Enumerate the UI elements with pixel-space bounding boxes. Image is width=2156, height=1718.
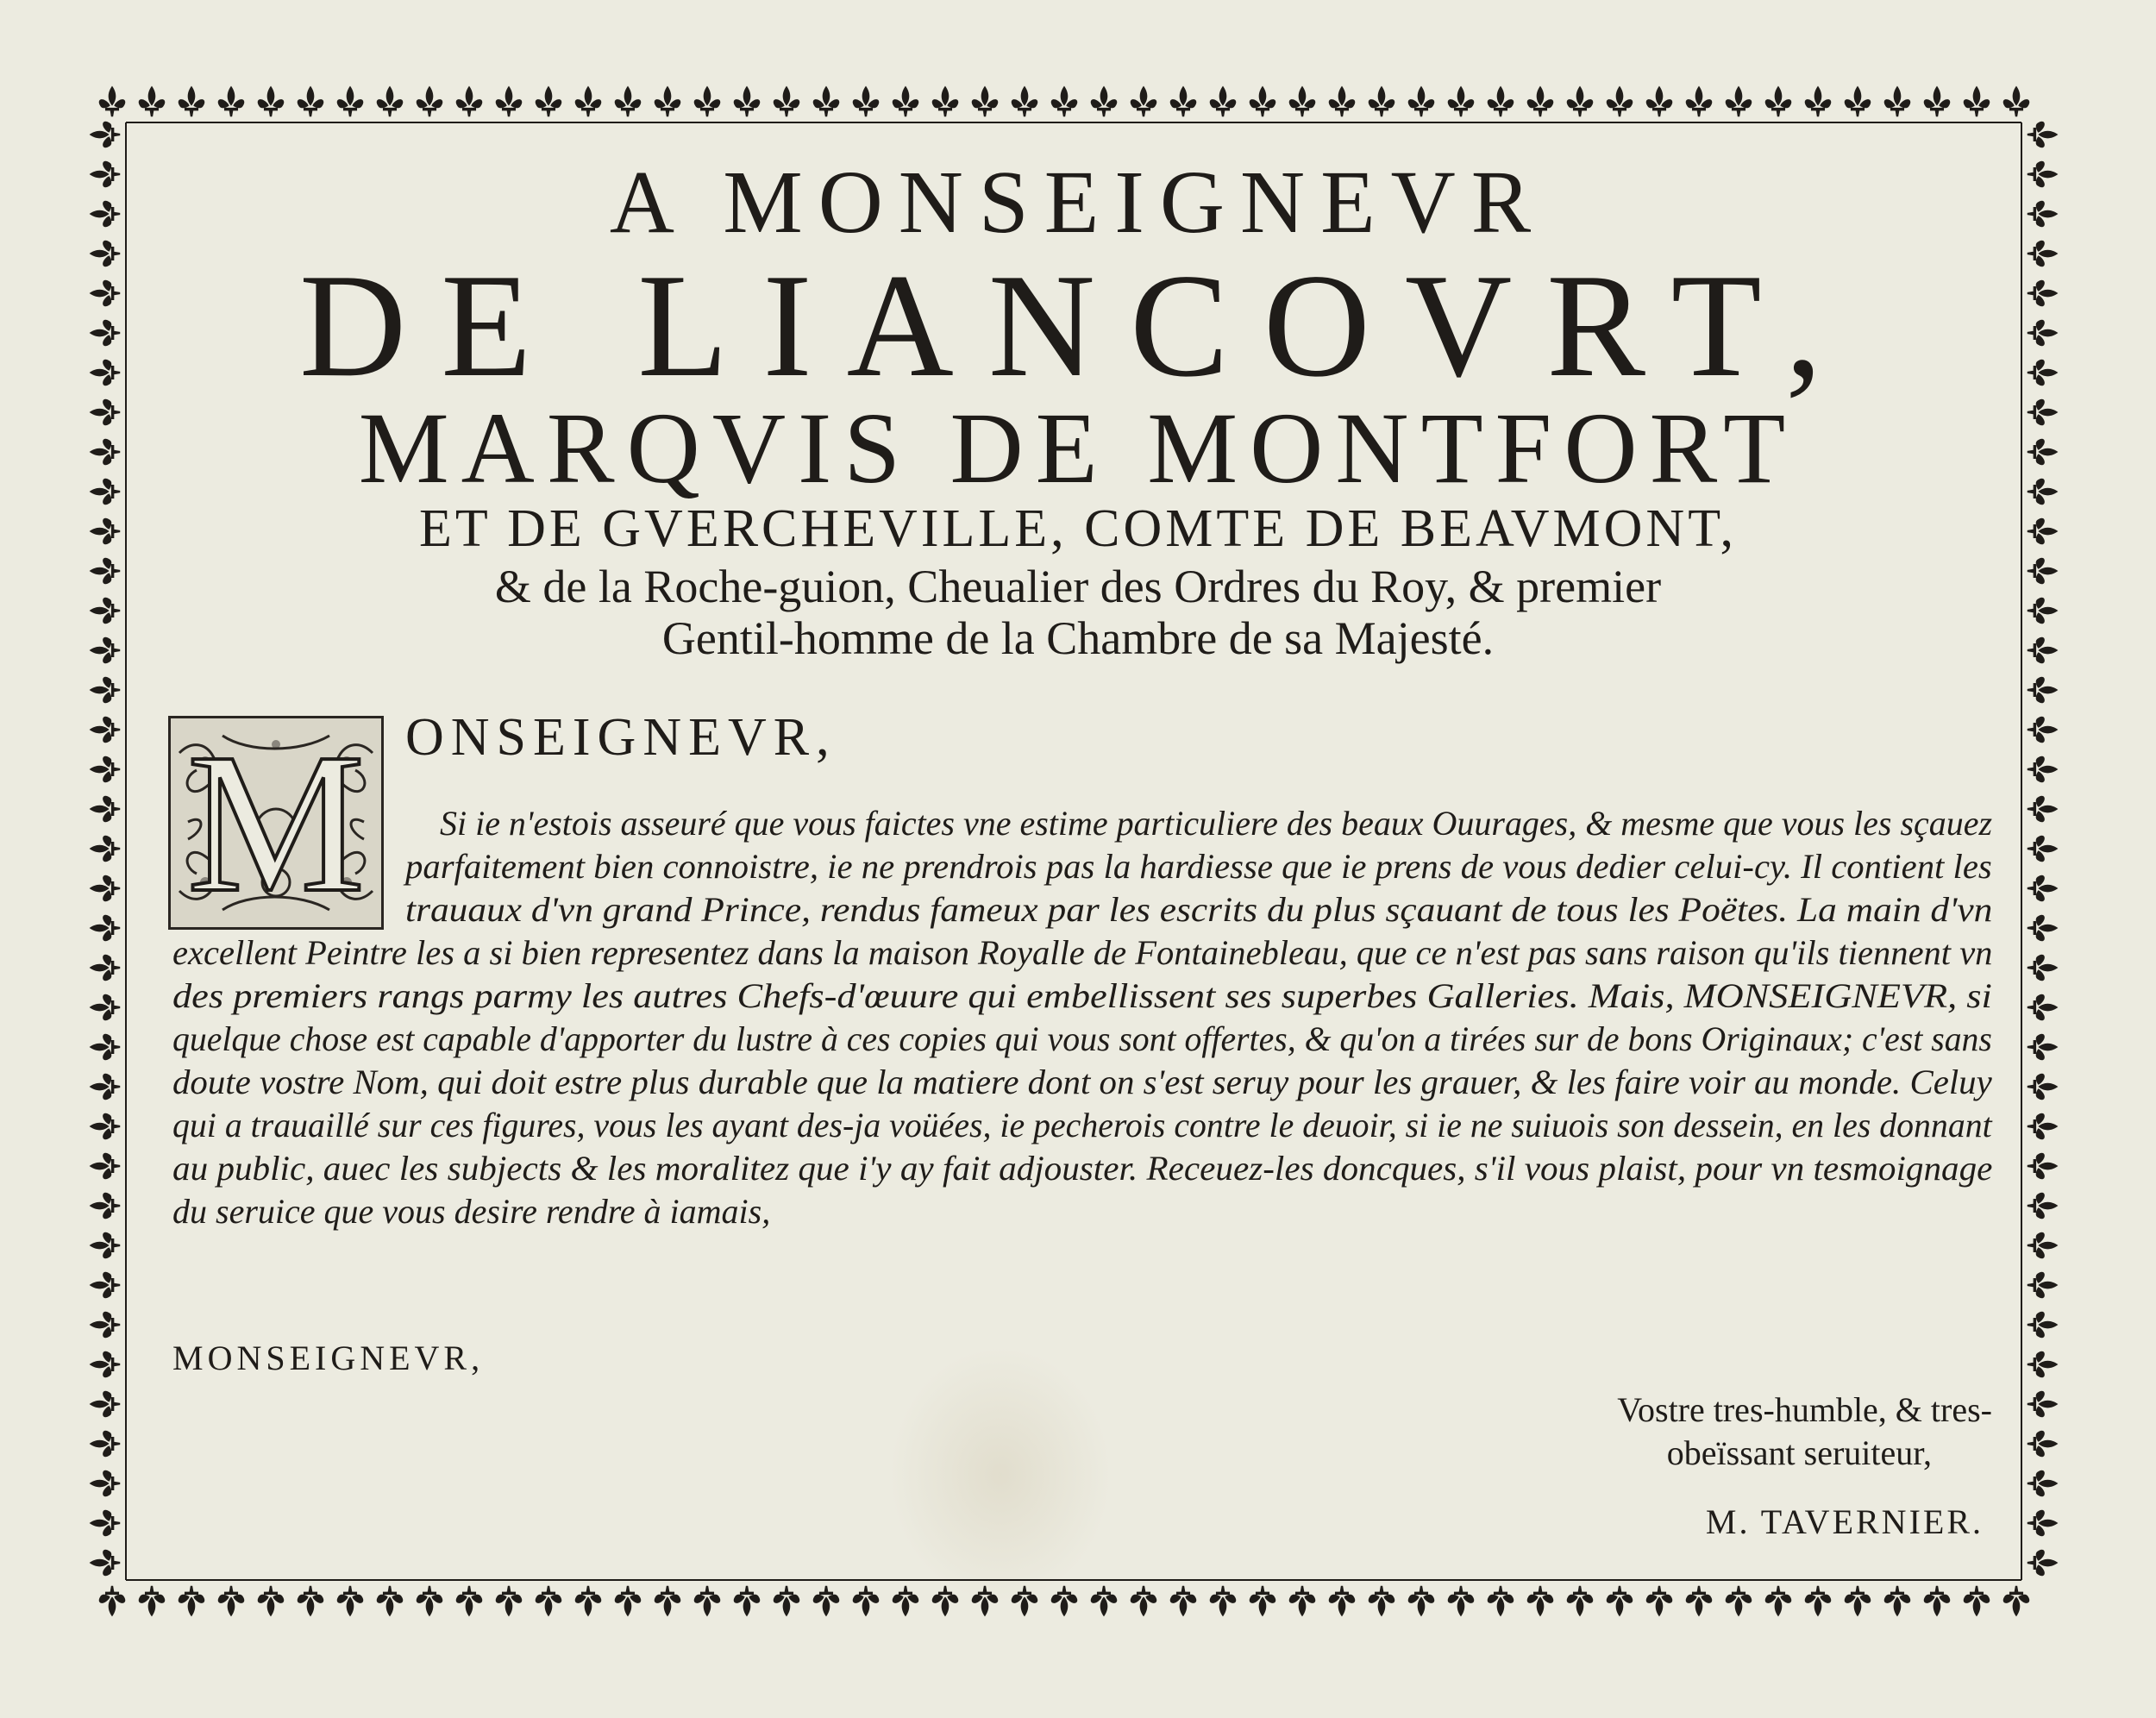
fleur-de-lis-icon bbox=[2028, 280, 2059, 307]
fleur-de-lis-icon bbox=[298, 86, 324, 117]
fleur-de-lis-icon bbox=[2028, 915, 2059, 942]
fleur-de-lis-icon bbox=[1131, 86, 1157, 117]
fleur-de-lis-icon bbox=[2003, 1586, 2030, 1617]
fleur-de-lis-icon bbox=[1726, 86, 1752, 117]
fleur-de-lis-icon bbox=[655, 86, 681, 117]
fleur-de-lis-icon bbox=[2028, 1153, 2059, 1180]
fleur-de-lis-icon bbox=[99, 86, 126, 117]
fleur-de-lis-icon bbox=[179, 86, 205, 117]
fleur-de-lis-icon bbox=[2028, 201, 2059, 228]
fleur-de-lis-icon bbox=[90, 161, 121, 188]
fleur-de-lis-icon bbox=[1289, 1586, 1316, 1617]
fleur-de-lis-icon bbox=[2028, 320, 2059, 347]
fleur-de-lis-icon bbox=[2028, 241, 2059, 267]
fleur-de-lis-icon bbox=[2028, 1470, 2059, 1497]
fleur-de-lis-icon bbox=[1051, 86, 1078, 117]
fleur-de-lis-icon bbox=[90, 360, 121, 386]
fleur-de-lis-icon bbox=[90, 1470, 121, 1497]
fleur-de-lis-icon bbox=[99, 1586, 126, 1617]
fleur-de-lis-icon bbox=[2028, 1113, 2059, 1140]
heading-line-3: MARQVIS DE MONTFORT bbox=[358, 392, 1798, 505]
fleur-de-lis-icon bbox=[90, 122, 121, 148]
fleur-de-lis-icon bbox=[90, 1351, 121, 1378]
fleur-de-lis-icon bbox=[2028, 1351, 2059, 1378]
fleur-de-lis-icon bbox=[774, 86, 800, 117]
fleur-de-lis-icon bbox=[90, 1510, 121, 1537]
fleur-de-lis-icon bbox=[2028, 122, 2059, 148]
fleur-de-lis-icon bbox=[456, 86, 483, 117]
fleur-de-lis-icon bbox=[90, 1034, 121, 1061]
letter-body-line: qui a trauaillé sur ces figures, vous les ayant des-ja voüées, ie pecherois contre le deuoir, si ie ne suiuois son dessein, en les donnant bbox=[172, 1106, 1992, 1144]
fleur-de-lis-icon bbox=[2028, 161, 2059, 188]
fleur-de-lis-icon bbox=[615, 1586, 642, 1617]
fleur-de-lis-icon bbox=[2028, 360, 2059, 386]
fleur-de-lis-icon bbox=[1289, 86, 1316, 117]
fleur-de-lis-icon bbox=[90, 1232, 121, 1259]
letter-body-line: trauaux d'vn grand Prince, rendus fameux par les escrits du plus sçauant de tous les Poëtes. La main d'vn bbox=[405, 890, 1993, 929]
fleur-de-lis-icon bbox=[853, 86, 880, 117]
fleur-de-lis-icon bbox=[337, 1586, 364, 1617]
fleur-de-lis-icon bbox=[774, 1586, 800, 1617]
fleur-de-lis-icon bbox=[1170, 86, 1197, 117]
fleur-de-lis-icon bbox=[1765, 1586, 1792, 1617]
signature-name: M. TAVERNIER. bbox=[1705, 1502, 1984, 1541]
fleur-de-lis-icon bbox=[179, 1586, 205, 1617]
fleur-de-lis-icon bbox=[2028, 439, 2059, 466]
fleur-de-lis-icon bbox=[2028, 1272, 2059, 1299]
fleur-de-lis-icon bbox=[90, 955, 121, 981]
fleur-de-lis-icon bbox=[615, 86, 642, 117]
fleur-de-lis-icon bbox=[2028, 518, 2059, 545]
fleur-de-lis-icon bbox=[1845, 1586, 1871, 1617]
fleur-de-lis-icon bbox=[1527, 86, 1554, 117]
fleur-de-lis-icon bbox=[2028, 875, 2059, 902]
fleur-de-lis-icon bbox=[1131, 1586, 1157, 1617]
fleur-de-lis-icon bbox=[1924, 86, 1951, 117]
fleur-de-lis-icon bbox=[1765, 86, 1792, 117]
fleur-de-lis-icon bbox=[2028, 677, 2059, 704]
fleur-de-lis-icon bbox=[90, 558, 121, 585]
fleur-de-lis-icon bbox=[575, 1586, 602, 1617]
fleur-de-lis-icon bbox=[1726, 1586, 1752, 1617]
fleur-de-lis-icon bbox=[1012, 86, 1038, 117]
closing-salutation: MONSEIGNEVR, bbox=[172, 1339, 485, 1377]
fleur-de-lis-icon bbox=[1567, 86, 1594, 117]
fleur-de-lis-icon bbox=[972, 1586, 999, 1617]
fleur-de-lis-icon bbox=[1488, 86, 1514, 117]
fleur-de-lis-icon bbox=[2028, 796, 2059, 823]
fleur-de-lis-icon bbox=[1607, 1586, 1633, 1617]
fleur-de-lis-icon bbox=[1646, 86, 1673, 117]
signature-line-2: obeïssant seruiteur, bbox=[1666, 1433, 1932, 1472]
fleur-de-lis-icon bbox=[1884, 86, 1911, 117]
fleur-de-lis-icon bbox=[1329, 1586, 1356, 1617]
fleur-de-lis-icon bbox=[337, 86, 364, 117]
fleur-de-lis-icon bbox=[1448, 86, 1475, 117]
fleur-de-lis-icon bbox=[1369, 1586, 1395, 1617]
fleur-de-lis-icon bbox=[893, 1586, 919, 1617]
fleur-de-lis-icon bbox=[1924, 1586, 1951, 1617]
fleur-de-lis-icon bbox=[1012, 1586, 1038, 1617]
fleur-de-lis-icon bbox=[1686, 1586, 1713, 1617]
fleur-de-lis-icon bbox=[258, 86, 285, 117]
letter-body-line: du seruice que vous desire rendre à iamais, bbox=[172, 1192, 771, 1231]
fleur-de-lis-icon bbox=[90, 1272, 121, 1299]
fleur-de-lis-icon bbox=[1884, 1586, 1911, 1617]
letter-body-line: au public, auec les subjects & les moralitez que i'y ay fait adjouster. Receuez-les doncques, s'il vous plaist, pour vn tesmoignage bbox=[172, 1149, 1993, 1188]
fleur-de-lis-icon bbox=[2028, 994, 2059, 1021]
fleur-de-lis-icon bbox=[1527, 1586, 1554, 1617]
fleur-de-lis-icon bbox=[2028, 1232, 2059, 1259]
fleur-de-lis-icon bbox=[536, 86, 562, 117]
fleur-de-lis-icon bbox=[694, 1586, 721, 1617]
fleur-de-lis-icon bbox=[1408, 86, 1435, 117]
fleur-de-lis-icon bbox=[139, 86, 166, 117]
letter-body-line: quelque chose est capable d'apporter du lustre à ces copies qui vous sont offertes, & qu'on a tirées sur de bons Originaux; c'est sans bbox=[172, 1019, 1992, 1058]
letter-body-line: Si ie n'estois asseuré que vous faictes vne estime particuliere des beaux Ouurages, & mesme que vous les sçauez bbox=[440, 804, 1993, 843]
fleur-de-lis-icon bbox=[2028, 1391, 2059, 1418]
fleur-de-lis-icon bbox=[90, 756, 121, 783]
fleur-de-lis-icon bbox=[90, 875, 121, 902]
fleur-de-lis-icon bbox=[90, 439, 121, 466]
fleur-de-lis-icon bbox=[2028, 1431, 2059, 1458]
fleur-de-lis-icon bbox=[90, 518, 121, 545]
fleur-de-lis-icon bbox=[90, 1391, 121, 1418]
fleur-de-lis-icon bbox=[298, 1586, 324, 1617]
fleur-de-lis-icon bbox=[218, 86, 245, 117]
fleur-de-lis-icon bbox=[2028, 1034, 2059, 1061]
fleur-de-lis-icon bbox=[1091, 1586, 1118, 1617]
fleur-de-lis-icon bbox=[90, 1550, 121, 1577]
fleur-de-lis-icon bbox=[90, 994, 121, 1021]
fleur-de-lis-icon bbox=[2028, 955, 2059, 981]
fleur-de-lis-icon bbox=[2028, 479, 2059, 505]
fleur-de-lis-icon bbox=[1964, 86, 1990, 117]
fleur-de-lis-icon bbox=[1091, 86, 1118, 117]
heading-line-5: & de la Roche-guion, Cheualier des Ordres du Roy, & premier bbox=[494, 561, 1662, 612]
fleur-de-lis-icon bbox=[1250, 86, 1276, 117]
fleur-de-lis-icon bbox=[377, 1586, 404, 1617]
fleur-de-lis-icon bbox=[893, 86, 919, 117]
heading-line-6: Gentil-homme de la Chambre de sa Majesté. bbox=[661, 612, 1495, 664]
fleur-de-lis-icon bbox=[2028, 756, 2059, 783]
fleur-de-lis-icon bbox=[90, 836, 121, 862]
fleur-de-lis-icon bbox=[2028, 717, 2059, 743]
fleur-de-lis-icon bbox=[456, 1586, 483, 1617]
fleur-de-lis-icon bbox=[2028, 558, 2059, 585]
fleur-de-lis-icon bbox=[734, 86, 761, 117]
fleur-de-lis-icon bbox=[1210, 86, 1237, 117]
fleur-de-lis-icon bbox=[655, 1586, 681, 1617]
fleur-de-lis-icon bbox=[90, 1074, 121, 1100]
fleur-de-lis-icon bbox=[90, 598, 121, 624]
fleur-de-lis-icon bbox=[1210, 1586, 1237, 1617]
fleur-de-lis-icon bbox=[90, 320, 121, 347]
fleur-de-lis-icon bbox=[2028, 1550, 2059, 1577]
fleur-de-lis-icon bbox=[90, 479, 121, 505]
fleur-de-lis-icon bbox=[417, 86, 443, 117]
fleur-de-lis-icon bbox=[932, 86, 959, 117]
fleur-de-lis-icon bbox=[1805, 86, 1832, 117]
fleur-de-lis-icon bbox=[813, 86, 840, 117]
fleur-de-lis-icon bbox=[1329, 86, 1356, 117]
fleur-de-lis-icon bbox=[90, 241, 121, 267]
fleur-de-lis-icon bbox=[90, 1193, 121, 1220]
fleur-de-lis-icon bbox=[813, 1586, 840, 1617]
fleur-de-lis-icon bbox=[2028, 836, 2059, 862]
fleur-de-lis-icon bbox=[1170, 1586, 1197, 1617]
ornamental-dropcap bbox=[168, 712, 384, 934]
fleur-de-lis-icon bbox=[1805, 1586, 1832, 1617]
fleur-de-lis-icon bbox=[1448, 1586, 1475, 1617]
fleur-de-lis-icon bbox=[1567, 1586, 1594, 1617]
fleur-de-lis-icon bbox=[90, 915, 121, 942]
fleur-de-lis-icon bbox=[496, 1586, 523, 1617]
fleur-de-lis-icon bbox=[90, 677, 121, 704]
fleur-de-lis-icon bbox=[139, 1586, 166, 1617]
fleur-de-lis-icon bbox=[258, 1586, 285, 1617]
fleur-de-lis-icon bbox=[377, 86, 404, 117]
letter-body-line: des premiers rangs parmy les autres Chefs-d'œuure qui embellissent ses superbes Galleries. Mais, MONSEIGNEVR, si bbox=[172, 976, 1992, 1015]
dedication-page bbox=[164, 138, 1992, 1561]
letter-body-line: excellent Peintre les a si bien representez dans la maison Royalle de Fontainebleau, que ce n'est pas sans raison qu'ils tiennent vn bbox=[172, 933, 1993, 972]
salutation: ONSEIGNEVR, bbox=[405, 708, 837, 767]
fleur-de-lis-icon bbox=[90, 280, 121, 307]
heading-line-1: A MONSEIGNEVR bbox=[609, 153, 1547, 252]
heading-line-4: ET DE GVERCHEVILLE, COMTE DE BEAVMONT, bbox=[419, 499, 1737, 558]
fleur-de-lis-icon bbox=[1051, 1586, 1078, 1617]
fleur-de-lis-icon bbox=[496, 86, 523, 117]
fleur-de-lis-icon bbox=[90, 201, 121, 228]
fleur-de-lis-icon bbox=[2003, 86, 2030, 117]
fleur-de-lis-icon bbox=[972, 86, 999, 117]
letter-body-line: parfaitement bien connoistre, ie ne prendrois pas la hardiesse que ie prens de vous dedier celui-cy. Il contient les bbox=[405, 847, 1992, 886]
fleur-de-lis-icon bbox=[1488, 1586, 1514, 1617]
fleur-de-lis-icon bbox=[1686, 86, 1713, 117]
fleur-de-lis-icon bbox=[932, 1586, 959, 1617]
fleur-de-lis-icon bbox=[536, 1586, 562, 1617]
fleur-de-lis-icon bbox=[853, 1586, 880, 1617]
fleur-de-lis-icon bbox=[2028, 1510, 2059, 1537]
fleur-de-lis-icon bbox=[90, 1113, 121, 1140]
fleur-de-lis-icon bbox=[417, 1586, 443, 1617]
fleur-de-lis-icon bbox=[90, 1431, 121, 1458]
fleur-de-lis-icon bbox=[90, 717, 121, 743]
fleur-de-lis-icon bbox=[90, 637, 121, 664]
fleur-de-lis-icon bbox=[90, 1153, 121, 1180]
fleur-de-lis-icon bbox=[2028, 1312, 2059, 1339]
dropcap-letter: M bbox=[186, 712, 366, 934]
fleur-de-lis-icon bbox=[2028, 1193, 2059, 1220]
fleur-de-lis-icon bbox=[1845, 86, 1871, 117]
fleur-de-lis-icon bbox=[2028, 399, 2059, 426]
fleur-de-lis-icon bbox=[1408, 1586, 1435, 1617]
fleur-de-lis-icon bbox=[1250, 1586, 1276, 1617]
fleur-de-lis-icon bbox=[90, 796, 121, 823]
fleur-de-lis-icon bbox=[90, 399, 121, 426]
fleur-de-lis-icon bbox=[2028, 598, 2059, 624]
fleur-de-lis-icon bbox=[734, 1586, 761, 1617]
fleur-de-lis-icon bbox=[90, 1312, 121, 1339]
fleur-de-lis-icon bbox=[1964, 1586, 1990, 1617]
fleur-de-lis-icon bbox=[694, 86, 721, 117]
fleur-de-lis-icon bbox=[2028, 1074, 2059, 1100]
fleur-de-lis-icon bbox=[1646, 1586, 1673, 1617]
fleur-de-lis-icon bbox=[218, 1586, 245, 1617]
heading-line-2: DE LIANCOVRT, bbox=[299, 244, 1857, 408]
fleur-de-lis-icon bbox=[575, 86, 602, 117]
signature-line-1: Vostre tres-humble, & tres- bbox=[1617, 1390, 1992, 1429]
fleur-de-lis-icon bbox=[2028, 637, 2059, 664]
fleur-de-lis-icon bbox=[1607, 86, 1633, 117]
fleur-de-lis-icon bbox=[1369, 86, 1395, 117]
letter-body-line: doute vostre Nom, qui doit estre plus durable que la matiere dont on s'est seruy pour les grauer, & les faire voir au monde. Celuy bbox=[172, 1063, 1992, 1101]
